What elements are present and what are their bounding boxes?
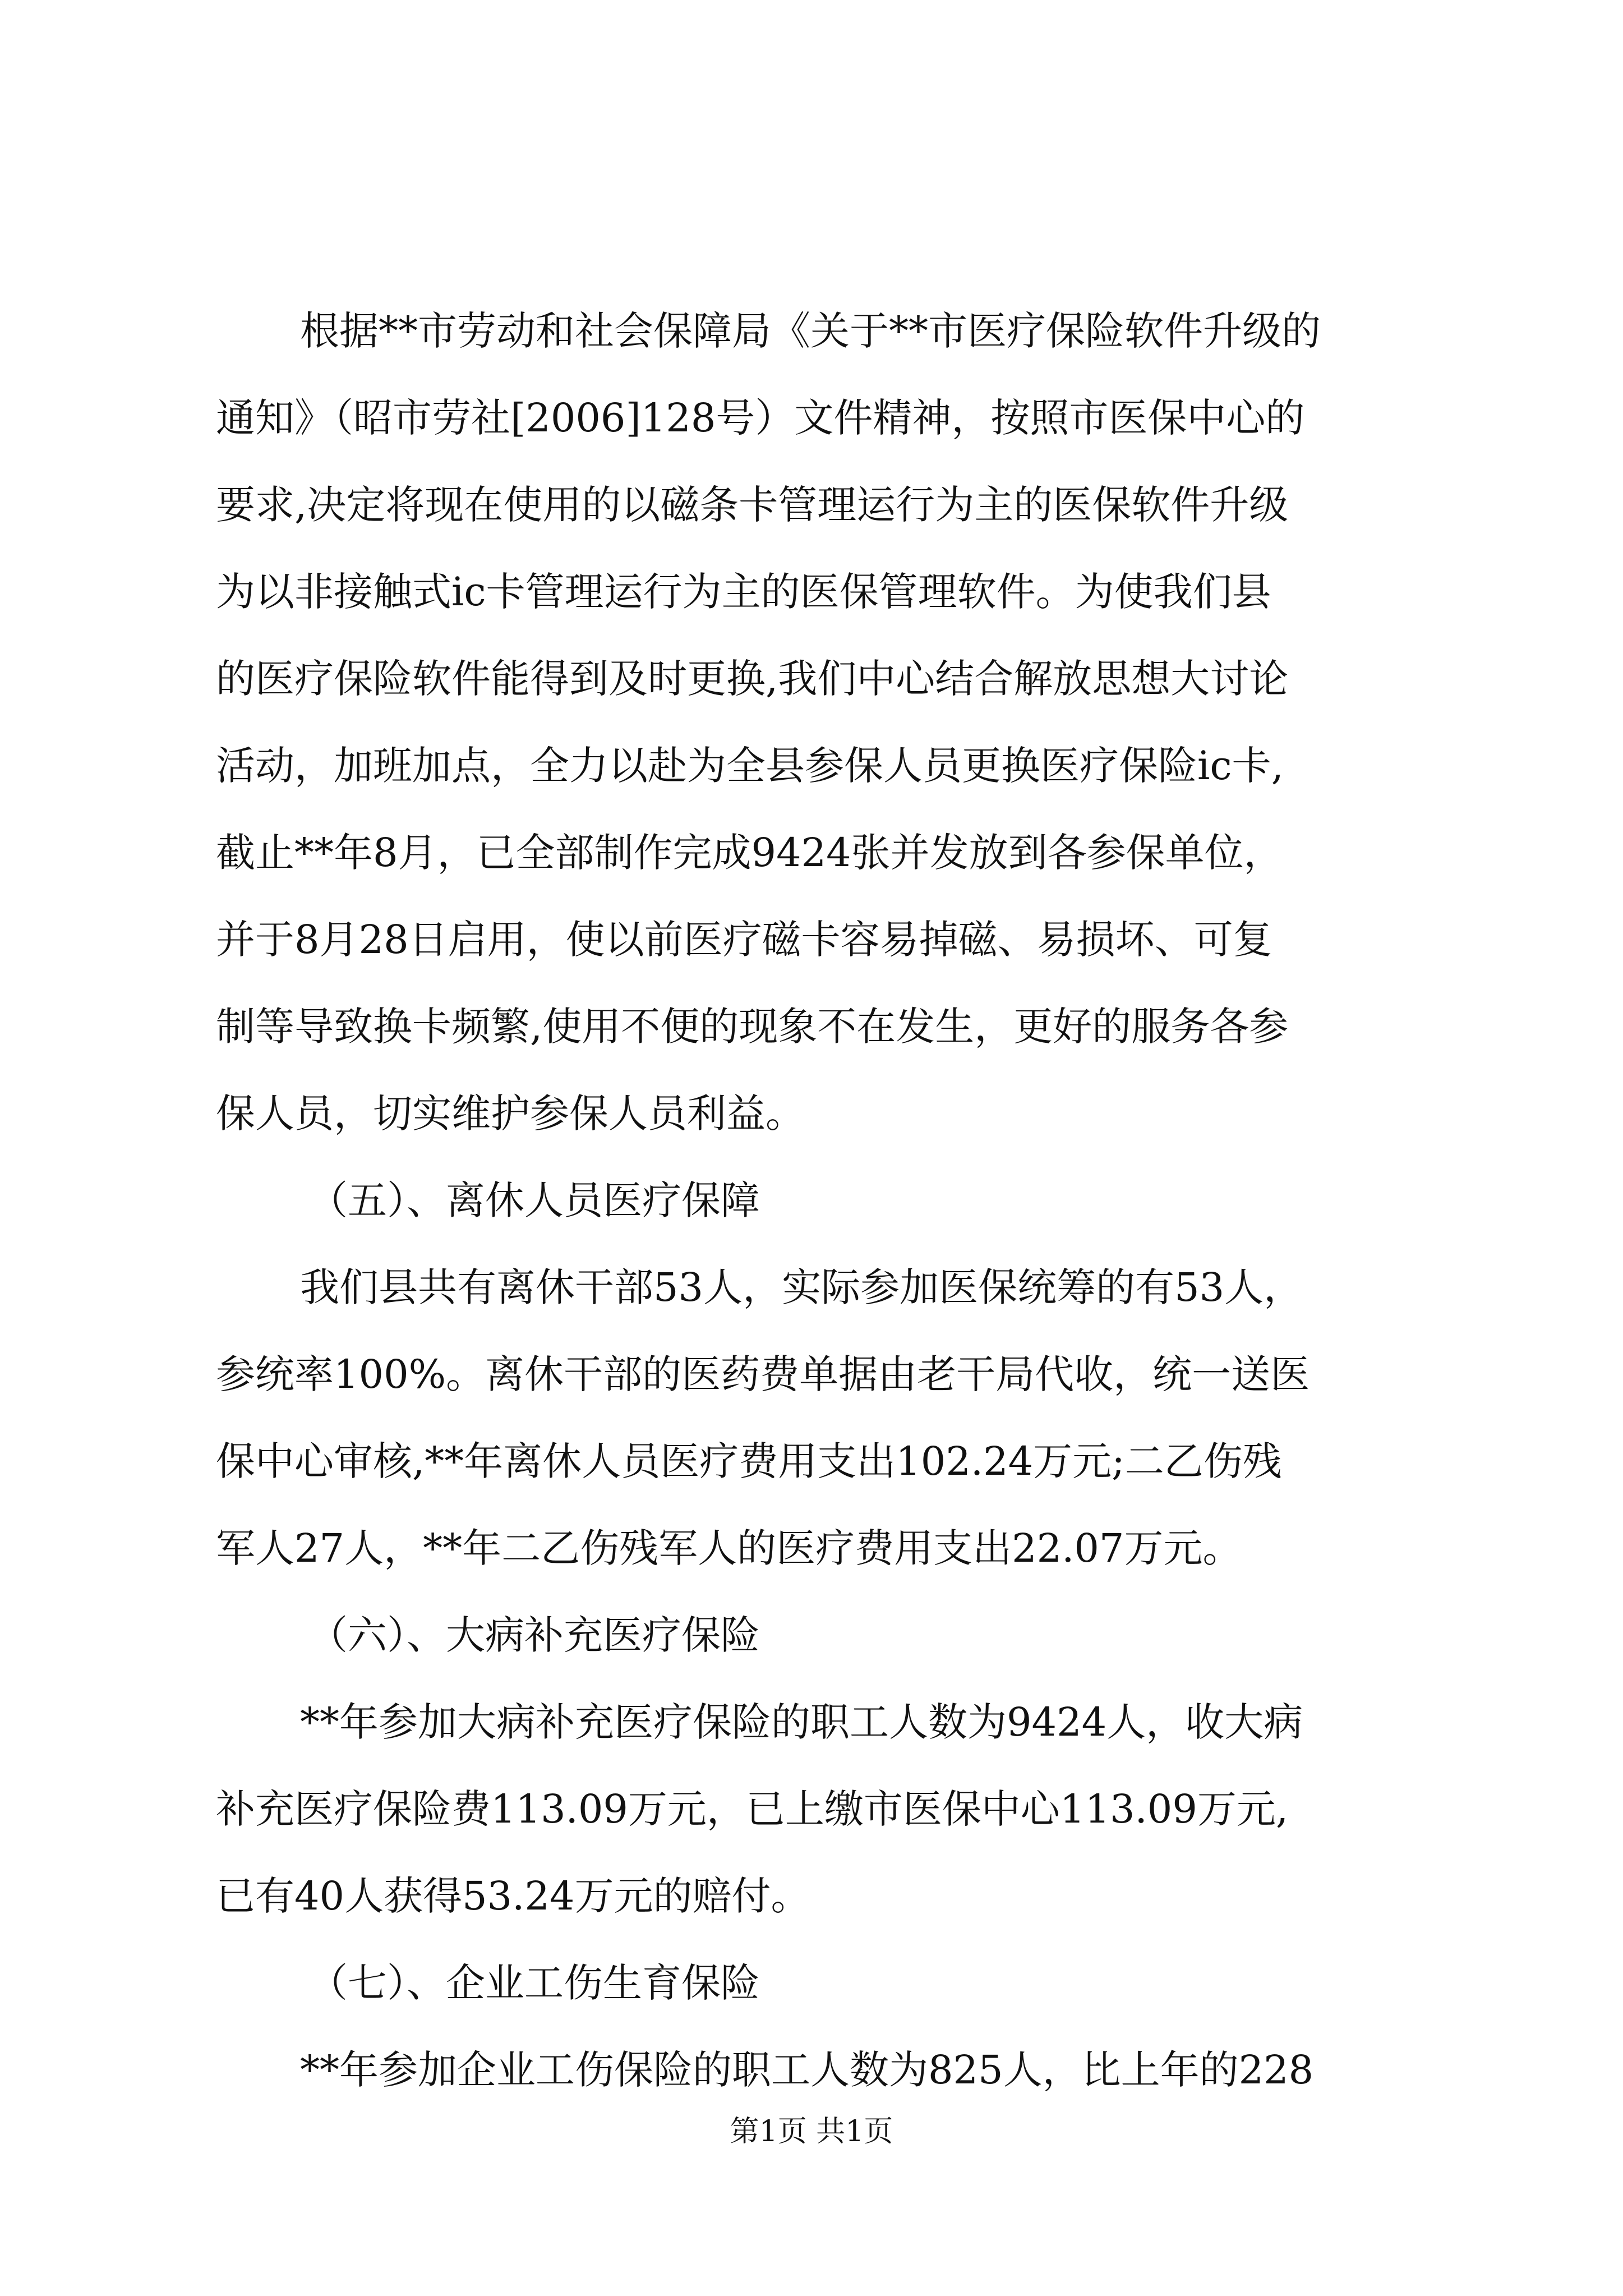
- text-line: [0, 1523, 1623, 1573]
- text-line-content: 军人27人，**年二乙伤残军人的医疗费用支出22.07万元。: [216, 1525, 1242, 1571]
- text-line-content: 活动，加班加点，全力以赴为全县参保人员更换医疗保险ic卡,: [216, 743, 1284, 789]
- text-line-content: 的医疗保险软件能得到及时更换,我们中心结合解放思想大讨论: [216, 656, 1289, 702]
- text-line: [0, 914, 1623, 965]
- text-line: [0, 1088, 1623, 1139]
- text-line-content: 保中心审核,**年离休人员医疗费用支出102.24万元;二乙伤残: [216, 1438, 1282, 1484]
- section-heading: [0, 1610, 1623, 1660]
- section-heading-text: （七）、企业工伤生育保险: [308, 1960, 760, 2006]
- text-line-content: 并于8月28日启用，使以前医疗磁卡容易掉磁、易损坏、可复: [216, 917, 1272, 963]
- text-line-content: 我们县共有离休干部53人，实际参加医保统筹的有53人，: [300, 1264, 1303, 1310]
- text-line-content: 参统率100%。离休干部的医药费单据由老干局代收，统一送医: [216, 1351, 1310, 1397]
- text-line-content: 截止**年8月，已全部制作完成9424张并发放到各参保单位，: [216, 830, 1283, 876]
- text-line: [0, 740, 1623, 791]
- text-line-content: 制等导致换卡频繁,使用不便的现象不在发生，更好的服务各参: [216, 1004, 1289, 1050]
- page-footer: 第1页 共1页: [730, 2115, 893, 2148]
- section-heading: [0, 1175, 1623, 1226]
- text-line-content: **年参加大病补充医疗保险的职工人数为9424人，收大病: [300, 1699, 1303, 1745]
- text-line-content: 为以非接触式ic卡管理运行为主的医保管理软件。为使我们县: [216, 569, 1271, 615]
- text-line-content: 通知》（昭市劳社[2006]128号）文件精神，按照市医保中心的: [216, 395, 1305, 441]
- text-line: [0, 1349, 1623, 1400]
- text-line: [0, 1436, 1623, 1487]
- text-line: [0, 1001, 1623, 1052]
- text-line-content: 保人员，切实维护参保人员利益。: [216, 1091, 805, 1137]
- text-line-content: 补充医疗保险费113.09万元，已上缴市医保中心113.09万元,: [216, 1786, 1289, 1832]
- text-line: [0, 1262, 1623, 1313]
- section-heading-text: （五）、离休人员医疗保障: [308, 1177, 760, 1223]
- text-line: [0, 393, 1623, 443]
- text-line-content: **年参加企业工伤保险的职工人数为825人，比上年的228: [300, 2047, 1314, 2093]
- text-line: [0, 2045, 1623, 2095]
- section-heading-text: （六）、大病补充医疗保险: [308, 1612, 760, 1658]
- text-line-content: 已有40人获得53.24万元的赔付。: [216, 1873, 810, 1919]
- text-line-content: 要求,决定将现在使用的以磁条卡管理运行为主的医保软件升级: [216, 482, 1289, 528]
- section-heading: [0, 1958, 1623, 2008]
- text-line: [0, 827, 1623, 878]
- text-line: [0, 306, 1623, 356]
- text-line: [0, 567, 1623, 617]
- text-line: [0, 1871, 1623, 1921]
- text-line-content: 根据**市劳动和社会保障局《关于**市医疗保险软件升级的: [300, 308, 1321, 354]
- text-line: [0, 1697, 1623, 1747]
- text-line: [0, 480, 1623, 530]
- text-line: [0, 1784, 1623, 1834]
- text-line: [0, 654, 1623, 704]
